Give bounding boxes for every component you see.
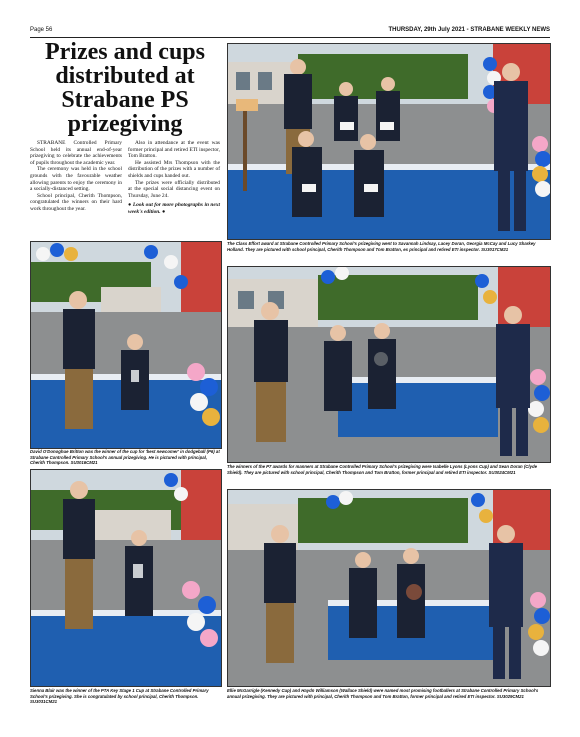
paragraph: He assisted Mrs Thompson with the distribution of the prizes with a number of shields and cups handed out. xyxy=(128,159,220,179)
paragraph: STRABANE Controlled Primary School held its annual end-of-year prizegiving to celebrate the achievements of pupils throughout the academic year. xyxy=(30,140,122,166)
more-photos-note: ● Look out for more photographs in next week's edition. ● xyxy=(128,202,220,215)
photo-footballers xyxy=(227,489,551,687)
photo-david xyxy=(30,241,222,449)
photo-sienna-image xyxy=(31,470,221,686)
more-photos-note-text: Look out for more photographs in next week's edition. xyxy=(128,202,220,215)
caption-david: David O'Donoghue Britton was the winner of the cup for 'best newcomer' in dodgeball (P6) at Strabane Controlled Primary School's annual prizegiving. He is pictured with principal, Cherith Thompson. SU3016CM21 xyxy=(30,449,220,466)
paragraph: The prizes were officially distributed at the special social distancing event on Thursday, June 24. xyxy=(128,179,220,199)
page-number: Page 56 xyxy=(30,27,53,33)
article-column-1 xyxy=(30,140,122,213)
article-column-2 xyxy=(128,140,220,216)
paragraph: Also in attendance at the event was former principal and retired ETI inspector, Tom Bratton. xyxy=(128,140,220,160)
paragraph: School principal, Cherith Thompson, congratulated the winners on their hard work throughout the year. xyxy=(30,192,122,212)
photo-footballers-image xyxy=(228,490,550,686)
caption-p7-awards: The winners of the P7 awards for manners at Strabane Controlled Primary School's prizegiving were Isabelle Lyons (Lyons Cup) and Sean Doran (Clyde Shield). They are pictured with school principal, Cherith Thompson and Tom Bratton, former principal and retired ETI inspector. SU3024CM21 xyxy=(227,464,537,475)
paragraph: The ceremony was held in the school grounds with the favourable weather allowing parents to enjoy the ceremony in a socially-distanced setting. xyxy=(30,166,122,193)
caption-footballers: Ellie McGarrigle (Kennedy Cup) and Haydn Williamson (Wallace Shield) were named most promising footballers at Strabane Controlled Primary School's annual prizegiving. They are pictured with principal, Cherith Thompson and Tom Bratton, former principal and retired ETI inspector. SU3029CM21 xyxy=(227,688,539,699)
photo-class-effort xyxy=(227,43,551,240)
caption-sienna: Sienna Blair was the winner of the PTA Key Stage 1 Cup at Strabane Controlled Primary School's prizegiving. She is congratulated by school principal, Cherith Thompson. SU3031CM21 xyxy=(30,688,209,705)
photo-class-effort-image xyxy=(228,44,550,239)
photo-sienna xyxy=(30,469,222,687)
photo-p7-awards xyxy=(227,266,551,463)
headline: Prizes and cups distributed at Strabane PS prizegiving xyxy=(44,39,205,137)
photo-p7-awards-image xyxy=(228,267,550,462)
header-rule xyxy=(30,37,550,38)
date-line: THURSDAY, 29th July 2021 - STRABANE WEEKLY NEWS xyxy=(388,27,550,33)
caption-class-effort: The Class Effort award at Strabane Controlled Primary School's prizegiving went to Savannah Lindsay, Lacey Doran, Georgia McCay and Lucy Sharkey Holland. They are pictured with school principal, Cherith Thompson and Tom Bratton, ex principal and retired ETI inspector. SU3017CM21 xyxy=(227,241,536,252)
photo-david-image xyxy=(31,242,221,448)
